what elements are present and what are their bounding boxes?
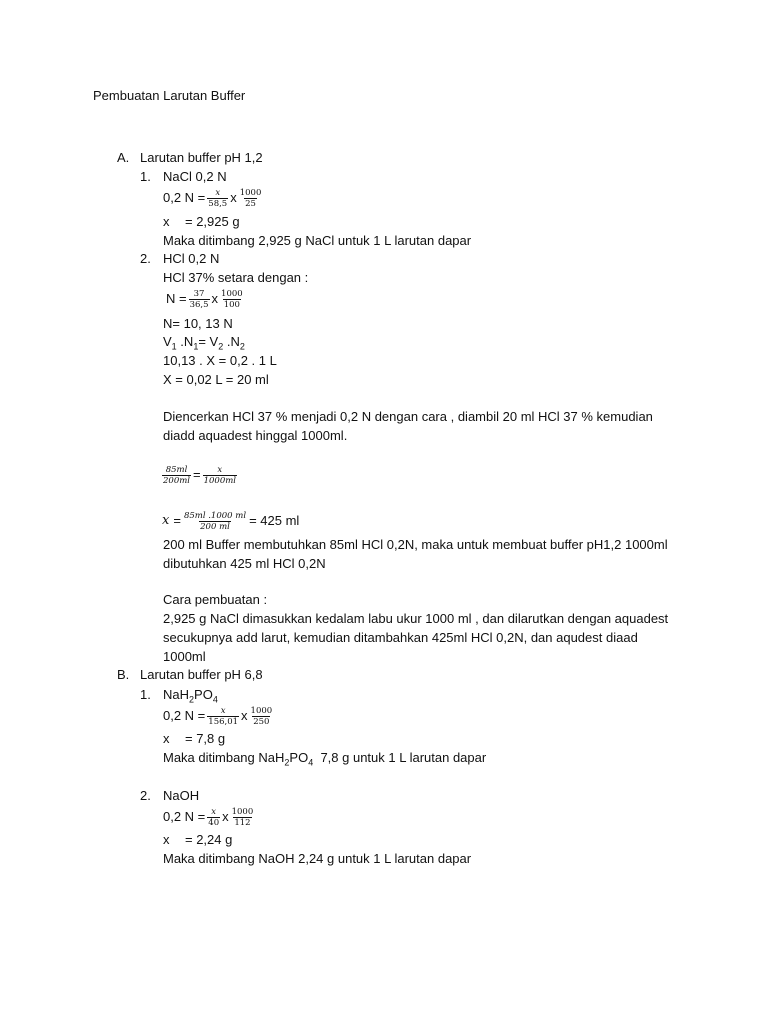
a2-n2-sub: 2	[239, 341, 245, 352]
b1-name-sub1: 2	[189, 694, 195, 705]
b2-frac1-num: x	[211, 806, 217, 817]
procedure-line-1: 2,925 g NaCl dimasukkan kedalam labu ukur 1000 ml , dan dilarutkan dengan aquadest	[163, 611, 669, 626]
b1-frac2-den: 250	[253, 716, 270, 727]
b1-frac1-num: x	[220, 705, 226, 716]
a2-x-calc-lhs: x	[162, 513, 170, 528]
a2-fraction-2	[220, 289, 244, 310]
a2-ratio-eq: =	[193, 467, 201, 482]
b1-name	[163, 687, 218, 703]
a2-n1-sub: 1	[193, 341, 199, 352]
a2-need-line-2: dibutuhkan 425 ml HCl 0,2N	[163, 556, 326, 571]
b2-fraction-1	[207, 807, 220, 828]
a2-ratio-equation	[160, 462, 239, 488]
procedure-line-2: secukupnya add larut, kemudian ditambahkan 425ml HCl 0,2N, dan aqudest diaad	[163, 630, 638, 645]
b2-fraction-2	[231, 807, 255, 828]
b1-number: 1.	[140, 687, 151, 702]
a1-eq-lhs: 0,2 N =	[163, 190, 206, 205]
a2-v1-sub: 1	[171, 341, 177, 352]
a2-x-calc-equation	[162, 508, 299, 534]
b1-times: x	[241, 708, 248, 723]
b1-eq-lhs: 0,2 N =	[163, 708, 206, 723]
section-b-heading: Larutan buffer pH 6,8	[140, 667, 263, 682]
a2-n1: N	[183, 334, 194, 349]
document-title: Pembuatan Larutan Buffer	[93, 88, 246, 103]
b2-name: NaOH	[163, 788, 200, 803]
b2-frac2-num: 1000	[231, 806, 254, 817]
a2-ratio-num2: x	[217, 464, 223, 475]
a2-ratio-frac-2	[203, 465, 237, 486]
a1-x-label: x	[163, 214, 170, 229]
a2-v1: V	[163, 334, 172, 349]
a1-frac2-num: 1000	[239, 187, 262, 198]
b1-name-sub2: 4	[212, 694, 218, 705]
a1-conclusion: Maka ditimbang 2,925 g NaCl untuk 1 L larutan dapar	[163, 233, 472, 248]
a1-name: NaCl 0,2 N	[163, 169, 227, 184]
a1-frac2-den: 25	[245, 198, 256, 209]
a2-v2-dot: .	[223, 334, 231, 349]
procedure-line-3: 1000ml	[163, 649, 206, 664]
a1-frac1-num: x	[215, 187, 221, 198]
a2-dilution-formula	[163, 334, 245, 350]
a2-times: x	[211, 291, 219, 306]
a2-fraction-1	[189, 289, 210, 310]
a2-frac1-num: 37	[193, 288, 205, 299]
procedure-title: Cara pembuatan :	[163, 592, 268, 607]
b1-concl-sub2: 4	[308, 757, 314, 768]
b1-frac2-num: 1000	[250, 705, 273, 716]
b1-x-value: = 7,8 g	[185, 731, 226, 746]
a1-x-value: = 2,925 g	[185, 214, 240, 229]
a2-ratio-num1: 85ml	[165, 464, 188, 475]
a2-frac1-den: 36,5	[189, 299, 209, 310]
a2-calc: 10,13 . X = 0,2 . 1 L	[163, 353, 277, 368]
a1-equation	[163, 186, 264, 210]
b2-number: 2.	[140, 788, 151, 803]
a2-x-calc-num: 85ml .1000 ml	[183, 510, 247, 521]
a2-need-line-1: 200 ml Buffer membutuhkan 85ml HCl 0,2N, maka untuk membuat buffer pH1,2 1000ml	[163, 537, 668, 552]
a2-equivalence: HCl 37% setara dengan :	[163, 270, 309, 285]
b2-x-value: = 2,24 g	[185, 832, 233, 847]
b1-concl-c: 7,8 g untuk 1 L larutan dapar	[313, 750, 487, 765]
section-a-heading: Larutan buffer pH 1,2	[140, 150, 263, 165]
b1-name-a: NaH	[163, 687, 190, 702]
a1-number: 1.	[140, 169, 151, 184]
b1-frac1-den: 156,01	[208, 716, 239, 727]
a2-n-lhs: N =	[166, 291, 187, 306]
b1-concl-a: Maka ditimbang NaH	[163, 750, 285, 765]
a1-frac1-den: 58,5	[208, 198, 228, 209]
a2-eq-mid: = V	[198, 334, 219, 349]
b1-concl-sub1: 2	[284, 757, 290, 768]
a2-number: 2.	[140, 251, 151, 266]
b1-x-label: x	[163, 731, 170, 746]
a2-x-calc-result: = 425 ml	[249, 513, 300, 528]
a2-n-result: N= 10, 13 N	[163, 316, 233, 331]
a2-frac2-num: 1000	[221, 288, 243, 299]
a2-name: HCl 0,2 N	[163, 251, 220, 266]
b2-x-label: x	[163, 832, 170, 847]
a2-x-calc-frac	[183, 511, 247, 532]
b2-conclusion: Maka ditimbang NaOH 2,24 g untuk 1 L larutan dapar	[163, 851, 472, 866]
b2-eq-lhs: 0,2 N =	[163, 809, 206, 824]
b1-fraction-1	[207, 706, 239, 727]
a2-v1-dot: .	[176, 334, 184, 349]
b1-fraction-2	[250, 706, 274, 727]
b2-frac1-den: 40	[208, 817, 220, 828]
a2-ratio-den1: 200ml	[163, 475, 191, 486]
b2-times: x	[222, 809, 229, 824]
a2-x-result: X = 0,02 L = 20 ml	[163, 372, 269, 387]
b1-conclusion	[163, 750, 486, 766]
a2-normality-equation	[166, 287, 246, 311]
a2-n2: N	[230, 334, 240, 349]
a2-ratio-den2: 1000ml	[203, 475, 237, 486]
a2-v2-sub: 2	[218, 341, 224, 352]
a1-fraction-2	[239, 188, 263, 209]
section-a-marker: A.	[117, 150, 130, 165]
a1-times: x	[230, 190, 237, 205]
section-b-marker: B.	[117, 667, 130, 682]
a1-fraction-1	[207, 188, 228, 209]
b1-equation	[163, 704, 275, 728]
b1-name-b: PO	[194, 687, 213, 702]
b2-frac2-den: 112	[234, 817, 251, 828]
a2-x-calc-eq: =	[173, 513, 181, 528]
a2-ratio-frac-1	[162, 465, 191, 486]
a2-frac2-den: 100	[223, 299, 240, 310]
a2-dilute-line-1: Diencerkan HCl 37 % menjadi 0,2 N dengan cara , diambil 20 ml HCl 37 % kemudian	[163, 409, 653, 424]
a2-x-calc-den: 200 ml	[200, 521, 230, 532]
a2-dilute-line-2: diadd aquadest hinggal 1000ml.	[163, 428, 348, 443]
b1-concl-b: PO	[289, 750, 309, 765]
b2-equation	[163, 805, 256, 829]
